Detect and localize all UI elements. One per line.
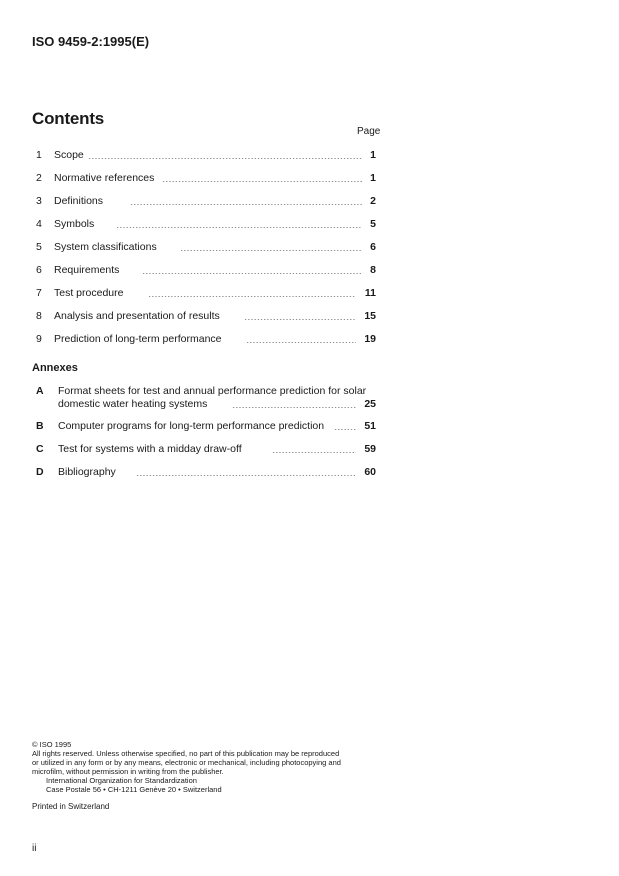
toc-page: 15 (364, 310, 376, 322)
toc-number: 5 (36, 241, 42, 253)
annex-label-continued: domestic water heating systems (58, 398, 208, 410)
annex-label: Bibliography (58, 466, 116, 478)
rights-text: microfilm, without permission in writing from the publisher. (32, 767, 224, 776)
toc-label: Analysis and presentation of results (54, 310, 220, 322)
annex-label: Computer programs for long-term performance prediction (58, 420, 325, 432)
dot-leader (130, 204, 362, 205)
printed-in: Printed in Switzerland (32, 802, 110, 811)
annex-row[interactable] (32, 466, 376, 482)
copyright-line: © ISO 1995 (32, 740, 72, 749)
dot-leader (180, 250, 362, 251)
dot-leader (272, 452, 356, 453)
toc-row[interactable] (32, 287, 376, 303)
toc-number: 6 (36, 264, 42, 276)
dot-leader (244, 319, 356, 320)
toc-row[interactable] (32, 241, 376, 257)
dot-leader (232, 407, 356, 408)
annex-row[interactable] (32, 385, 376, 413)
page-title: Contents (32, 109, 105, 128)
annex-letter: C (36, 443, 44, 455)
toc-page: 2 (370, 195, 376, 207)
toc-label: Scope (54, 149, 84, 161)
toc-number: 4 (36, 218, 42, 230)
toc-label: Test procedure (54, 287, 124, 299)
toc-row[interactable] (32, 218, 376, 234)
toc-row[interactable] (32, 310, 376, 326)
toc-number: 8 (36, 310, 42, 322)
toc-row[interactable] (32, 195, 376, 211)
toc-row[interactable] (32, 172, 376, 188)
toc-number: 2 (36, 172, 42, 184)
annex-letter: B (36, 420, 44, 432)
toc-label: Requirements (54, 264, 120, 276)
annex-page: 25 (364, 398, 376, 410)
dot-leader (162, 181, 362, 182)
toc-page: 6 (370, 241, 376, 253)
annex-page: 51 (364, 420, 376, 432)
toc-row[interactable] (32, 149, 376, 165)
dot-leader (136, 475, 356, 476)
toc-label: Prediction of long-term performance (54, 333, 222, 345)
page-number: ii (32, 843, 37, 854)
toc-number: 7 (36, 287, 42, 299)
annex-letter: D (36, 466, 44, 478)
toc-label: Normative references (54, 172, 155, 184)
dot-leader (334, 429, 356, 430)
annexes-heading: Annexes (32, 362, 78, 374)
toc-page: 5 (370, 218, 376, 230)
annex-page: 59 (364, 443, 376, 455)
annex-row[interactable] (32, 420, 376, 436)
dot-leader (148, 296, 356, 297)
rights-text: All rights reserved. Unless otherwise specified, no part of this publication may be reproduced (32, 749, 340, 758)
publisher-name: International Organization for Standardization (46, 776, 197, 785)
annex-label: Format sheets for test and annual performance prediction for solar (58, 385, 367, 397)
dot-leader (142, 273, 362, 274)
toc-row[interactable] (32, 333, 376, 349)
copyright-notice (32, 740, 382, 794)
dot-leader (88, 158, 362, 159)
page-column-header: Page (357, 126, 381, 137)
rights-text: or utilized in any form or by any means, electronic or mechanical, including photocopying and (32, 758, 341, 767)
annex-row[interactable] (32, 443, 376, 459)
dot-leader (246, 342, 356, 343)
toc-label: System classifications (54, 241, 157, 253)
toc-row[interactable] (32, 264, 376, 280)
toc-number: 1 (36, 149, 42, 161)
toc-number: 9 (36, 333, 42, 345)
annex-letter: A (36, 385, 44, 397)
toc-label: Symbols (54, 218, 95, 230)
annex-page: 60 (364, 466, 376, 478)
toc-number: 3 (36, 195, 42, 207)
toc-page: 8 (370, 264, 376, 276)
toc-page: 1 (370, 149, 376, 161)
annex-label: Test for systems with a midday draw-off (58, 443, 242, 455)
publisher-address: Case Postale 56 • CH-1211 Genève 20 • Switzerland (46, 785, 222, 794)
toc-label: Definitions (54, 195, 104, 207)
dot-leader (116, 227, 362, 228)
toc-page: 1 (370, 172, 376, 184)
toc-page: 11 (364, 287, 376, 299)
document-id: ISO 9459-2:1995(E) (32, 34, 150, 49)
toc-page: 19 (364, 333, 376, 345)
